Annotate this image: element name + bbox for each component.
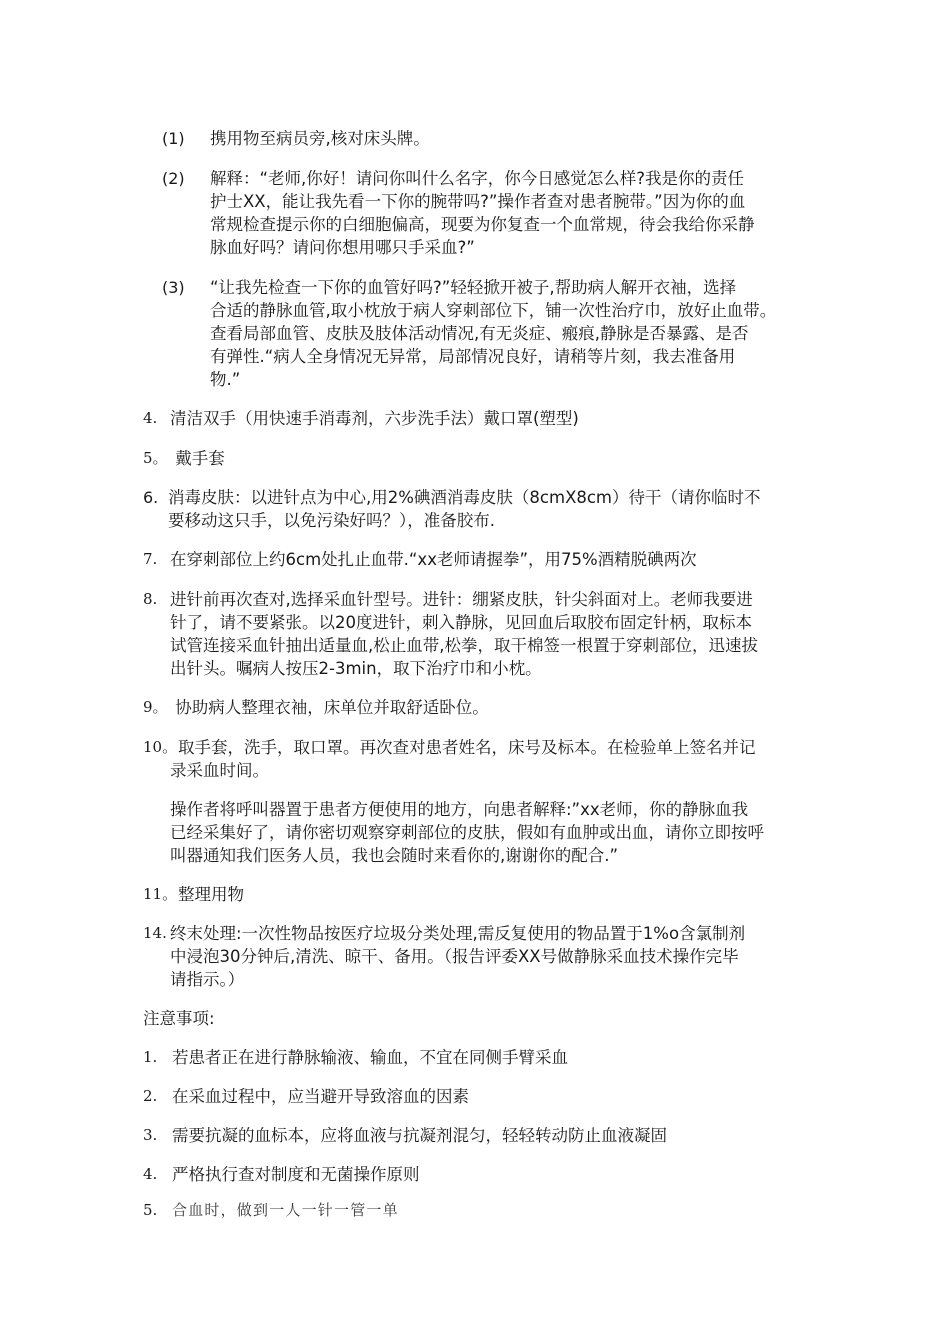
step-line: 消毒皮肤：以进针点为中心,用2%碘酒消毒皮肤（8cmX8cm）待干（请你临时不 <box>168 488 761 507</box>
note-text: 若患者正在进行静脉输液、输血，不宜在同侧手臂采血 <box>172 1048 568 1067</box>
sub-item-line: 合适的静脉血管,取小枕放于病人穿刺部位下，铺一次性治疗巾，放好止血带。 <box>210 301 777 320</box>
step-number: 5。 <box>143 449 168 467</box>
step-number: 11。 <box>143 885 178 903</box>
sub-item-line: 常规检查提示你的白细胞偏高，现要为你复查一个血常规，待会我给你采静 <box>210 215 755 234</box>
step-line: 整理用物 <box>178 885 244 904</box>
step-line: 录采血时间。 <box>170 761 269 780</box>
note-number: 1. <box>143 1048 158 1066</box>
step-line: 要移动这只手，以免污染好吗？），准备胶布. <box>168 511 495 530</box>
note-number: 2. <box>143 1087 158 1105</box>
sub-item-line: 物.” <box>210 370 241 389</box>
sub-item-line: 有弹性.“病人全身情况无异常，局部情况良好，请稍等片刻，我去准备用 <box>210 347 736 366</box>
step-line: 请指示。） <box>170 970 245 989</box>
sub-item-line: 护士XX，能让我先看一下你的腕带吗?”操作者查对患者腕带。”因为你的血 <box>210 192 746 211</box>
step-line: 试管连接采血针抽出适量血,松止血带,松拳，取干棉签一根置于穿刺部位，迅速拔 <box>170 636 758 655</box>
sub-item-number: (2) <box>162 169 185 188</box>
step-line: 出针头。嘱病人按压2-3min，取下治疗巾和小枕。 <box>170 659 542 678</box>
step-number: 6. <box>143 488 159 507</box>
notes-title: 注意事项: <box>143 1009 215 1028</box>
note-text: 合血时，做到一人一针一管一单 <box>172 1201 399 1219</box>
step-line: 取手套，洗手，取口罩。再次查对患者姓名，床号及标本。在检验单上签名并记 <box>178 738 756 757</box>
step-line: 中浸泡30分钟后,清洗、晾干、备用。（报告评委XX号做静脉采血技术操作完毕 <box>170 947 739 966</box>
step-line: 叫器通知我们医务人员，我也会随时来看你的,谢谢你的配合.” <box>170 846 619 865</box>
step-line: 戴手套 <box>170 449 225 468</box>
sub-item-line: “让我先检查一下你的血管好吗?”轻轻掀开被子,帮助病人解开衣袖，选择 <box>210 278 737 297</box>
step-number: 10。 <box>143 738 178 756</box>
sub-item-line: 携用物至病员旁,核对床头牌。 <box>210 129 430 148</box>
step-line: 清洁双手（用快速手消毒剂，六步洗手法）戴口罩(塑型) <box>170 409 579 428</box>
sub-item-number: (3) <box>162 278 185 297</box>
sub-item-line: 解释：“老师,你好！请问你叫什么名字，你今日感觉怎么样?我是你的责任 <box>210 169 745 188</box>
note-text: 需要抗凝的血标本，应将血液与抗凝剂混匀，轻轻转动防止血液凝固 <box>172 1126 667 1145</box>
step-line: 操作者将呼叫器置于患者方便使用的地方，向患者解释:”xx老师，你的静脉血我 <box>170 800 749 819</box>
note-number: 5. <box>143 1201 158 1219</box>
step-number: 8. <box>143 590 158 608</box>
note-number: 4. <box>143 1165 158 1183</box>
step-line: 针了，请不要紧张。以20度进针，刺入静脉，见回血后取胶布固定针柄，取标本 <box>170 613 752 632</box>
step-line: 已经采集好了，请你密切观察穿刺部位的皮肤，假如有血肿或出血，请你立即按呼 <box>170 823 764 842</box>
step-number: 14. <box>143 924 167 942</box>
step-number: 9。 <box>143 698 168 716</box>
sub-item-line: 查看局部血管、皮肤及肢体活动情况,有无炎症、瘢痕,静脉是否暴露、是否 <box>210 324 749 343</box>
step-line: 在穿刺部位上约6cm处扎止血带.“xx老师请握拳”，用75%酒精脱碘两次 <box>170 550 697 569</box>
step-number: 4. <box>143 409 158 427</box>
step-number: 7. <box>143 550 158 568</box>
sub-item-number: (1) <box>162 129 185 148</box>
step-line: 进针前再次查对,选择采血针型号。进针：绷紧皮肤，针尖斜面对上。老师我要进 <box>170 590 753 609</box>
note-text: 严格执行查对制度和无菌操作原则 <box>172 1165 420 1184</box>
step-line: 终末处理:一次性物品按医疗垃圾分类处理,需反复使用的物品置于1%o含氯制剂 <box>170 924 746 943</box>
note-text: 在采血过程中，应当避开导致溶血的因素 <box>172 1087 469 1106</box>
note-number: 3. <box>143 1126 158 1144</box>
step-line: 协助病人整理衣袖，床单位并取舒适卧位。 <box>170 698 489 717</box>
sub-item-line: 脉血好吗？请问你想用哪只手采血?” <box>210 238 475 257</box>
